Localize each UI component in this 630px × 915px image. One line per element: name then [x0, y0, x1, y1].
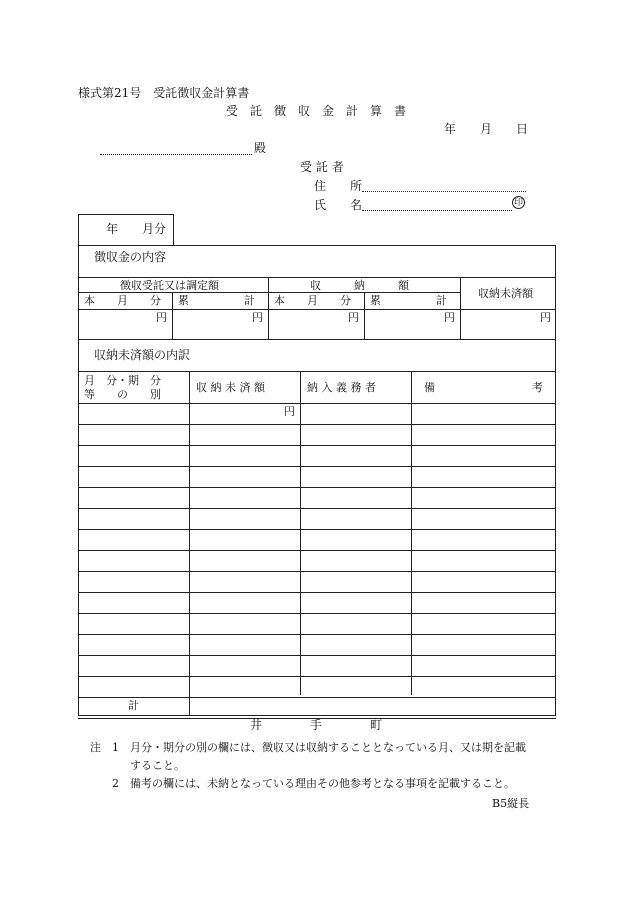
- divider: [78, 292, 460, 293]
- address-line[interactable]: [362, 191, 526, 192]
- section1-title: 徴収金の内容: [94, 250, 167, 264]
- col-obligor: 納 入 義 務 者: [307, 381, 376, 394]
- period-label: 年 月分: [106, 222, 167, 236]
- divider: [268, 277, 269, 340]
- row-line: [78, 655, 556, 656]
- note1-line1: 月分・期分の別の欄には、徴収又は収納することとなっている月、又は期を記載: [130, 741, 526, 754]
- total-label: 計: [128, 699, 139, 712]
- divider: [364, 292, 365, 340]
- row-line: [78, 550, 556, 551]
- row-line: [78, 613, 556, 614]
- note1-number: 1: [112, 741, 119, 754]
- row-line: [78, 571, 556, 572]
- document-title: 受 託 徴 収 金 計 算 書: [226, 104, 407, 118]
- row-line: [78, 634, 556, 635]
- yen-unit: 円: [444, 311, 455, 324]
- row-line: [78, 403, 556, 404]
- divider: [78, 277, 556, 278]
- row-line: [78, 697, 556, 698]
- name-label: 氏 名: [314, 198, 363, 212]
- note-label: 注: [90, 741, 101, 754]
- yen-unit: 円: [156, 311, 167, 324]
- sub-this-month-assessed: 本 月 分: [84, 294, 161, 307]
- row-line: [78, 676, 556, 677]
- addressee-line[interactable]: [100, 154, 252, 155]
- yen-unit: 円: [348, 311, 359, 324]
- col-period-line2: 等 の 別: [84, 388, 161, 401]
- header-collected: 収 納 額: [310, 279, 409, 292]
- row-line: [78, 529, 556, 530]
- divider: [300, 371, 301, 695]
- row-line: [78, 487, 556, 488]
- divider: [78, 371, 556, 372]
- header-uncollected: 収納未済額: [478, 287, 533, 300]
- section2-title: 収納未済額の内訳: [94, 348, 191, 362]
- yen-unit: 円: [284, 405, 295, 418]
- row-line: [78, 592, 556, 593]
- divider: [460, 277, 461, 340]
- divider: [172, 292, 173, 340]
- header-assessed: 徴収受託又は調定額: [120, 279, 219, 292]
- sub-this-month-collected: 本 月 分: [274, 294, 351, 307]
- yen-unit: 円: [252, 311, 263, 324]
- row-line: [78, 445, 556, 446]
- col-remarks-right: 考: [532, 381, 543, 394]
- yen-unit: 円: [540, 311, 551, 324]
- sub-cumulative-assessed: 累 計: [178, 294, 255, 307]
- divider: [78, 309, 556, 310]
- name-line[interactable]: [362, 210, 512, 211]
- divider: [411, 371, 412, 695]
- trustee-label: 受 託 者: [300, 160, 344, 174]
- town-name: 井 手 町: [250, 718, 383, 732]
- col-remarks-left: 備: [424, 381, 435, 394]
- divider: [189, 371, 190, 716]
- row-line: [78, 424, 556, 425]
- col-uncollected: 収 納 未 済 額: [196, 381, 265, 394]
- note2-number: 2: [112, 777, 119, 790]
- row-line: [78, 466, 556, 467]
- col-period-line1: 月 分・期 分: [84, 374, 161, 387]
- row-line: [78, 508, 556, 509]
- addressee-suffix: 殿: [254, 141, 267, 155]
- address-label: 住 所: [314, 179, 363, 193]
- date-field[interactable]: 年 月 日: [444, 122, 529, 136]
- note1-line2: すること。: [130, 759, 185, 772]
- paper-size: B5縦長: [492, 797, 530, 810]
- sub-cumulative-collected: 累 計: [370, 294, 447, 307]
- form-number: 様式第21号 受託徴収金計算書: [78, 86, 250, 100]
- seal-mark: 印: [513, 198, 523, 208]
- note2-line1: 備考の欄には、未納となっている理由その他参考となる事項を記載すること。: [130, 777, 515, 790]
